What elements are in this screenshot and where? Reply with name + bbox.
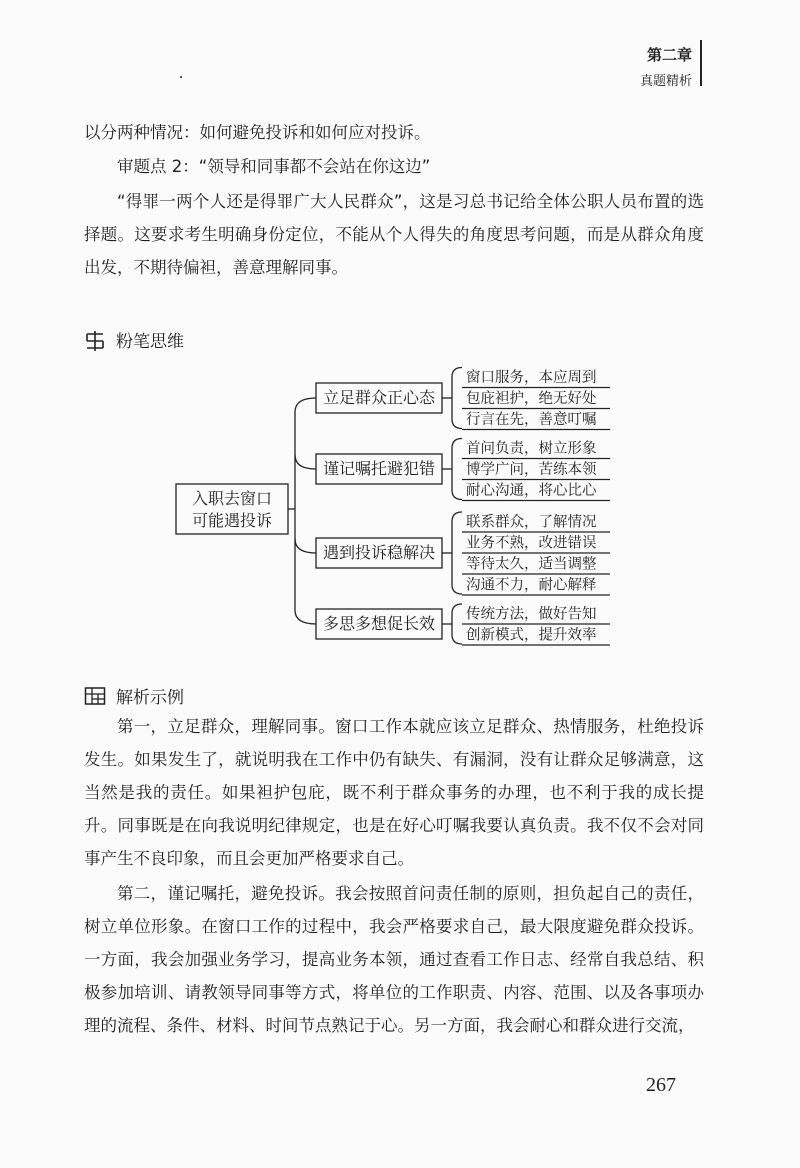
- intro-line-1: 以分两种情况：如何避免投诉和如何应对投诉。: [84, 123, 431, 142]
- mindmap-leaf-bracket: [452, 512, 462, 594]
- mindmap-leaf-text: 等待太久，适当调整: [466, 556, 597, 573]
- mindmap-leaf-bracket: [452, 604, 462, 644]
- mindmap-leaf-bracket: [452, 439, 462, 500]
- mindmap-leaf-text: 业务不熟，改进错误: [466, 535, 597, 552]
- intro-paragraph: “得罪一两个人还是得罪广大人民群众”，这是习总书记给全体公职人员布置的选择题。这要求考生明确身份定位，不能从个人得失的角度思考问题，而是从群众角度出发，不期待偏袒，善意理解同事。: [84, 192, 704, 277]
- mindmap-leaf-text: 沟通不力，耐心解释: [466, 577, 597, 594]
- mindmap-root-text: 可能遇投诉: [191, 511, 273, 530]
- mindmap-branch-label: 立足群众正心态: [322, 388, 436, 407]
- mindmap-branch-connector: [295, 539, 316, 553]
- intro-line-2: 审题点 2：“领导和同事都不会站在你这边”: [117, 157, 431, 176]
- analysis-title: 解析示例: [116, 688, 184, 708]
- mindmap-leaf-bracket: [452, 368, 462, 429]
- page-number: 267: [646, 1074, 676, 1096]
- mindmap-leaf-text: 耐心沟通，将心比心: [466, 483, 597, 499]
- analysis-paragraph-2: 第二，谨记嘱托，避免投诉。我会按照首问责任制的原则，担负起自己的责任，树立单位形象。在窗口工作的过程中，我会严格要求自己，最大限度避免群众投诉。一方面，我会加强业务学习，提高业务本领，通过查看工作日志、经常自我总结、积极参加培训、请教领导同事等方式，将单位的工作职责、内容、范围、以及各事项办理的流程、条件、材料、时间节点熟记于心。另一方面，我会耐心和群众进行交流，: [84, 884, 704, 1035]
- mindmap-root-text: 入职去窗口: [191, 489, 273, 508]
- analysis-section-icon: [84, 686, 106, 706]
- mindmap-leaf-text: 包庇袒护，绝无好处: [466, 391, 597, 407]
- mindmap-leaf-text: 传统方法，做好告知: [466, 606, 597, 623]
- analysis-heading: [84, 683, 184, 708]
- mindmap-title: 粉笔思维: [116, 332, 184, 352]
- mindmap-leaf-text: 首问负责，树立形象: [466, 441, 597, 457]
- running-header-section: 真题精析: [639, 74, 692, 89]
- mindmap-branch-connector: [295, 455, 316, 469]
- mindmap-branch-label: 谨记嘱托避犯错: [322, 459, 436, 478]
- running-header-chapter: 第二章: [646, 46, 692, 64]
- mindmap-leaf-text: 窗口服务，本应周到: [466, 370, 597, 386]
- mindmap-spine: [295, 398, 316, 624]
- mindmap-leaf-text: 博学广问，苦练本领: [466, 462, 597, 478]
- mindmap-leaf-text: 行言在先，善意叮嘱: [466, 412, 597, 428]
- mindmap-leaf-text: 联系群众，了解情况: [466, 514, 597, 531]
- mindmap-branch-label: 多思多想促长效: [322, 614, 436, 633]
- mindmap-branch-label: 遇到投诉稳解决: [322, 543, 436, 562]
- mindmap-leaf-text: 创新模式，提升效率: [466, 627, 597, 644]
- analysis-paragraph-1: 第一，立足群众，理解同事。窗口工作本就应该立足群众、热情服务，杜绝投诉发生。如果发生了，就说明我在工作中仍有缺失、有漏洞，没有让群众足够满意，这当然是我的责任。如果袒护包庇，既不利于群众事务的办理，也不利于我的成长提升。同事既是在向我说明纪律规定，也是在好心叮嘱我要认真负责。我不仅不会对同事产生不良印象，而且会更加严格要求自己。: [84, 717, 704, 868]
